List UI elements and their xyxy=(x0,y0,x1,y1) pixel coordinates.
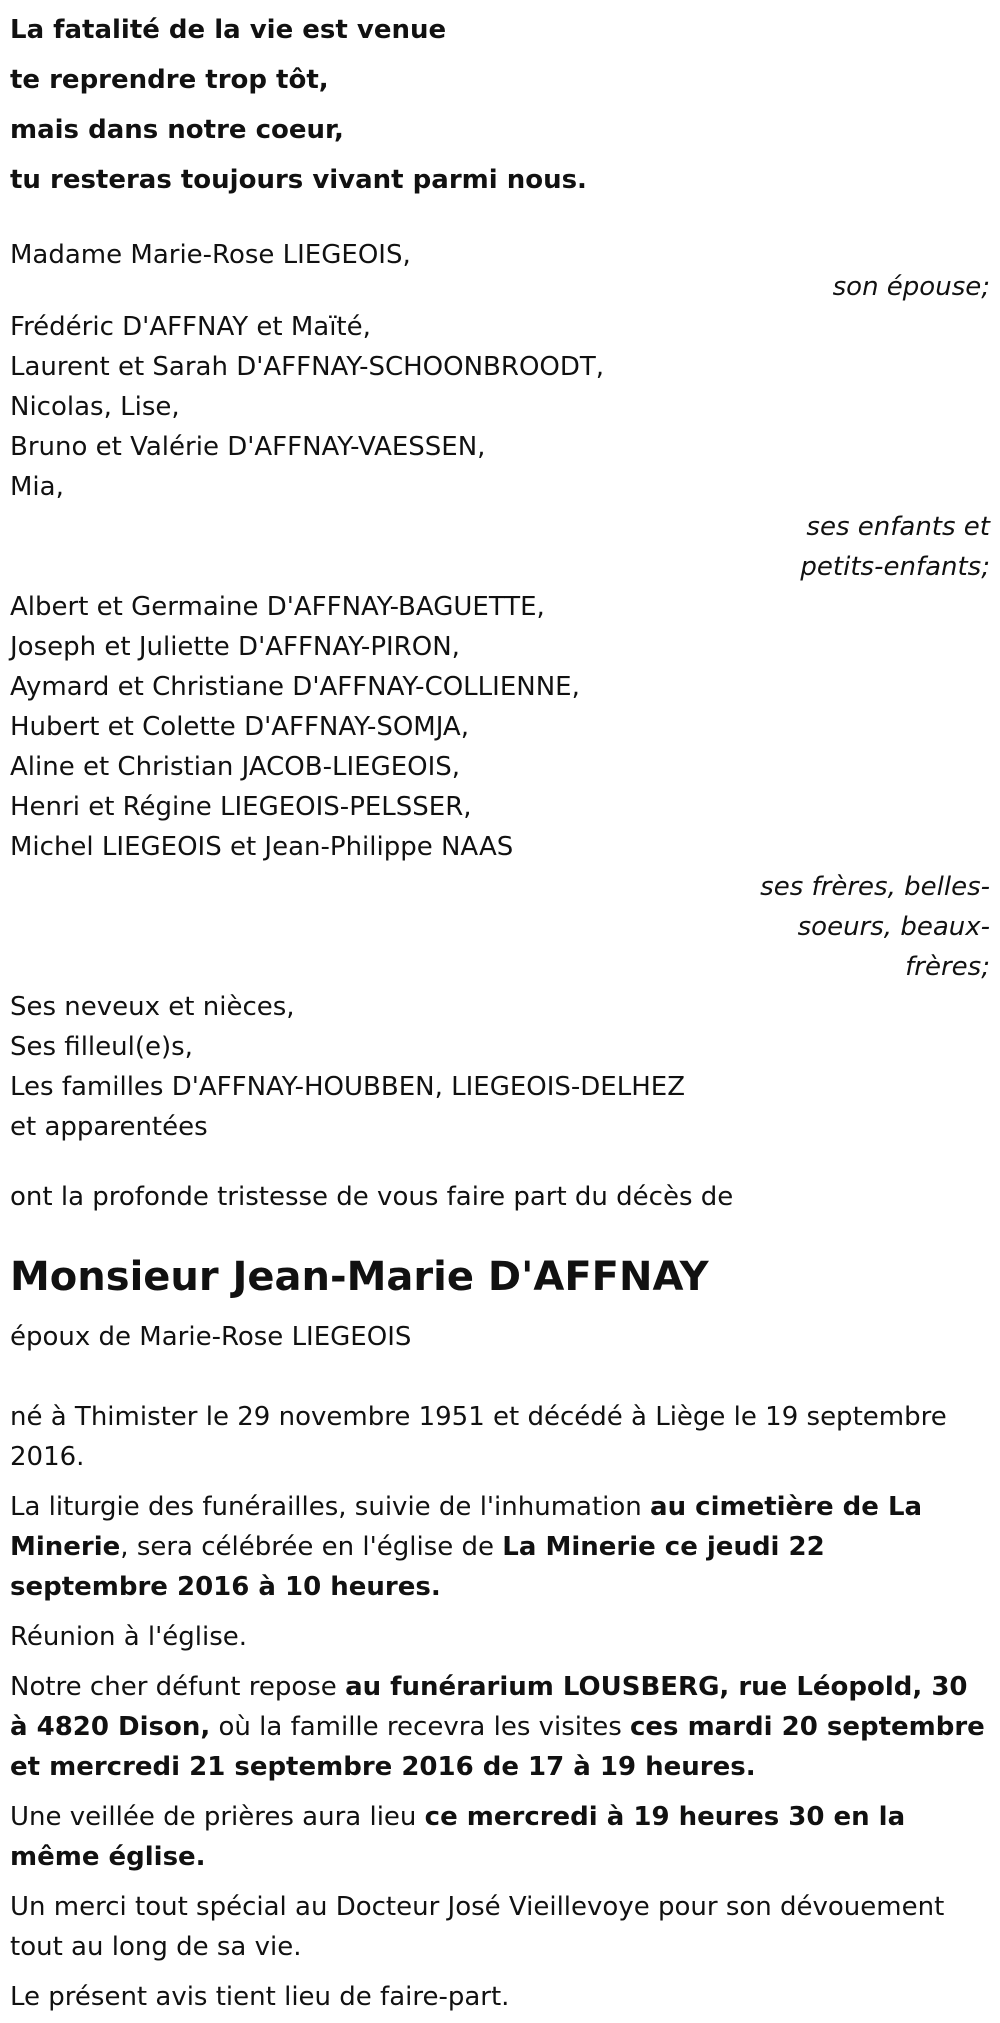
birth-death-text: né à Thimister le 29 novembre 1951 et décédé à Liège le 19 septembre 2016. xyxy=(10,1402,947,1472)
family-name-line: Mia, xyxy=(10,472,64,502)
relation-label: frères; xyxy=(905,952,990,982)
family-name-line: Nicolas, Lise, xyxy=(10,392,180,422)
vigil-time: ce mercredi à 19 heures 30 en la même église. xyxy=(10,1802,906,1872)
relation-label: ses frères, belles- xyxy=(760,872,990,902)
funeral-cemetery: au cimetière de La Minerie xyxy=(10,1492,923,1562)
relation-label: son épouse; xyxy=(832,272,990,302)
deceased-name: Monsieur Jean-Marie D'AFFNAY xyxy=(10,1254,709,1300)
family-name-line: Joseph et Juliette D'AFFNAY-PIRON, xyxy=(10,632,460,662)
poem xyxy=(10,0,990,205)
relation-label: soeurs, beaux- xyxy=(797,912,990,942)
family-name-line: Hubert et Colette D'AFFNAY-SOMJA, xyxy=(10,712,469,742)
poem-line: tu resteras toujours vivant parmi nous. xyxy=(10,165,587,195)
spouse-line: époux de Marie-Rose LIEGEOIS xyxy=(10,1322,412,1352)
funeral-paragraph xyxy=(10,1487,990,1607)
visitation-text: où la famille recevra les visites xyxy=(210,1712,631,1742)
family-name-line: Aymard et Christiane D'AFFNAY-COLLIENNE, xyxy=(10,672,580,702)
family-name-line: et apparentées xyxy=(10,1112,208,1142)
funeral-text: La liturgie des funérailles, suivie de l'inhumation xyxy=(10,1492,651,1522)
extended-family xyxy=(10,987,990,1147)
thanks-text: Un merci tout spécial au Docteur José Vieillevoye pour son dévouement tout au long de sa vie. xyxy=(10,1892,945,1962)
visitation-paragraph xyxy=(10,1667,990,1787)
family-group-children xyxy=(10,307,990,507)
family-name-line: Aline et Christian JACOB-LIEGEOIS, xyxy=(10,752,461,782)
poem-line: te reprendre trop tôt, xyxy=(10,65,329,95)
poem-line: mais dans notre coeur, xyxy=(10,115,344,145)
reunion-text: Réunion à l'église. xyxy=(10,1622,248,1652)
vigil-text: Une veillée de prières aura lieu xyxy=(10,1802,425,1832)
family-name-line: Bruno et Valérie D'AFFNAY-VAESSEN, xyxy=(10,432,486,462)
visitation-text: Notre cher défunt repose xyxy=(10,1672,346,1702)
family-name-line: Michel LIEGEOIS et Jean-Philippe NAAS xyxy=(10,832,514,862)
visitation-location: au funérarium LOUSBERG, rue Léopold, 30 à 4820 Dison, xyxy=(10,1672,968,1742)
closing-text: Le présent avis tient lieu de faire-part. xyxy=(10,1982,510,2012)
relation-label: ses enfants et xyxy=(806,512,990,542)
family-name-line: Ses neveux et nièces, xyxy=(10,992,295,1022)
family-name-line: Frédéric D'AFFNAY et Maïté, xyxy=(10,312,371,342)
visitation-dates: ces mardi 20 septembre et mercredi 21 septembre 2016 de 17 à 19 heures. xyxy=(10,1712,985,1782)
family-name-line: Madame Marie-Rose LIEGEOIS, xyxy=(10,240,411,270)
family-name-line: Ses filleul(e)s, xyxy=(10,1032,193,1062)
family-name-line: Albert et Germaine D'AFFNAY-BAGUETTE, xyxy=(10,592,545,622)
funeral-date: La Minerie ce jeudi 22 septembre 2016 à 10 heures. xyxy=(10,1532,825,1602)
vigil-paragraph xyxy=(10,1797,990,1877)
announcement-text: ont la profonde tristesse de vous faire part du décès de xyxy=(10,1182,734,1212)
family-name-line: Henri et Régine LIEGEOIS-PELSSER, xyxy=(10,792,472,822)
funeral-text: , sera célébrée en l'église de xyxy=(120,1532,503,1562)
poem-line: La fatalité de la vie est venue xyxy=(10,15,447,45)
family-group-siblings xyxy=(10,587,990,867)
family-name-line: Laurent et Sarah D'AFFNAY-SCHOONBROODT, xyxy=(10,352,605,382)
relation-label: petits-enfants; xyxy=(800,552,990,582)
family-name-line: Les familles D'AFFNAY-HOUBBEN, LIEGEOIS-DELHEZ xyxy=(10,1072,686,1102)
